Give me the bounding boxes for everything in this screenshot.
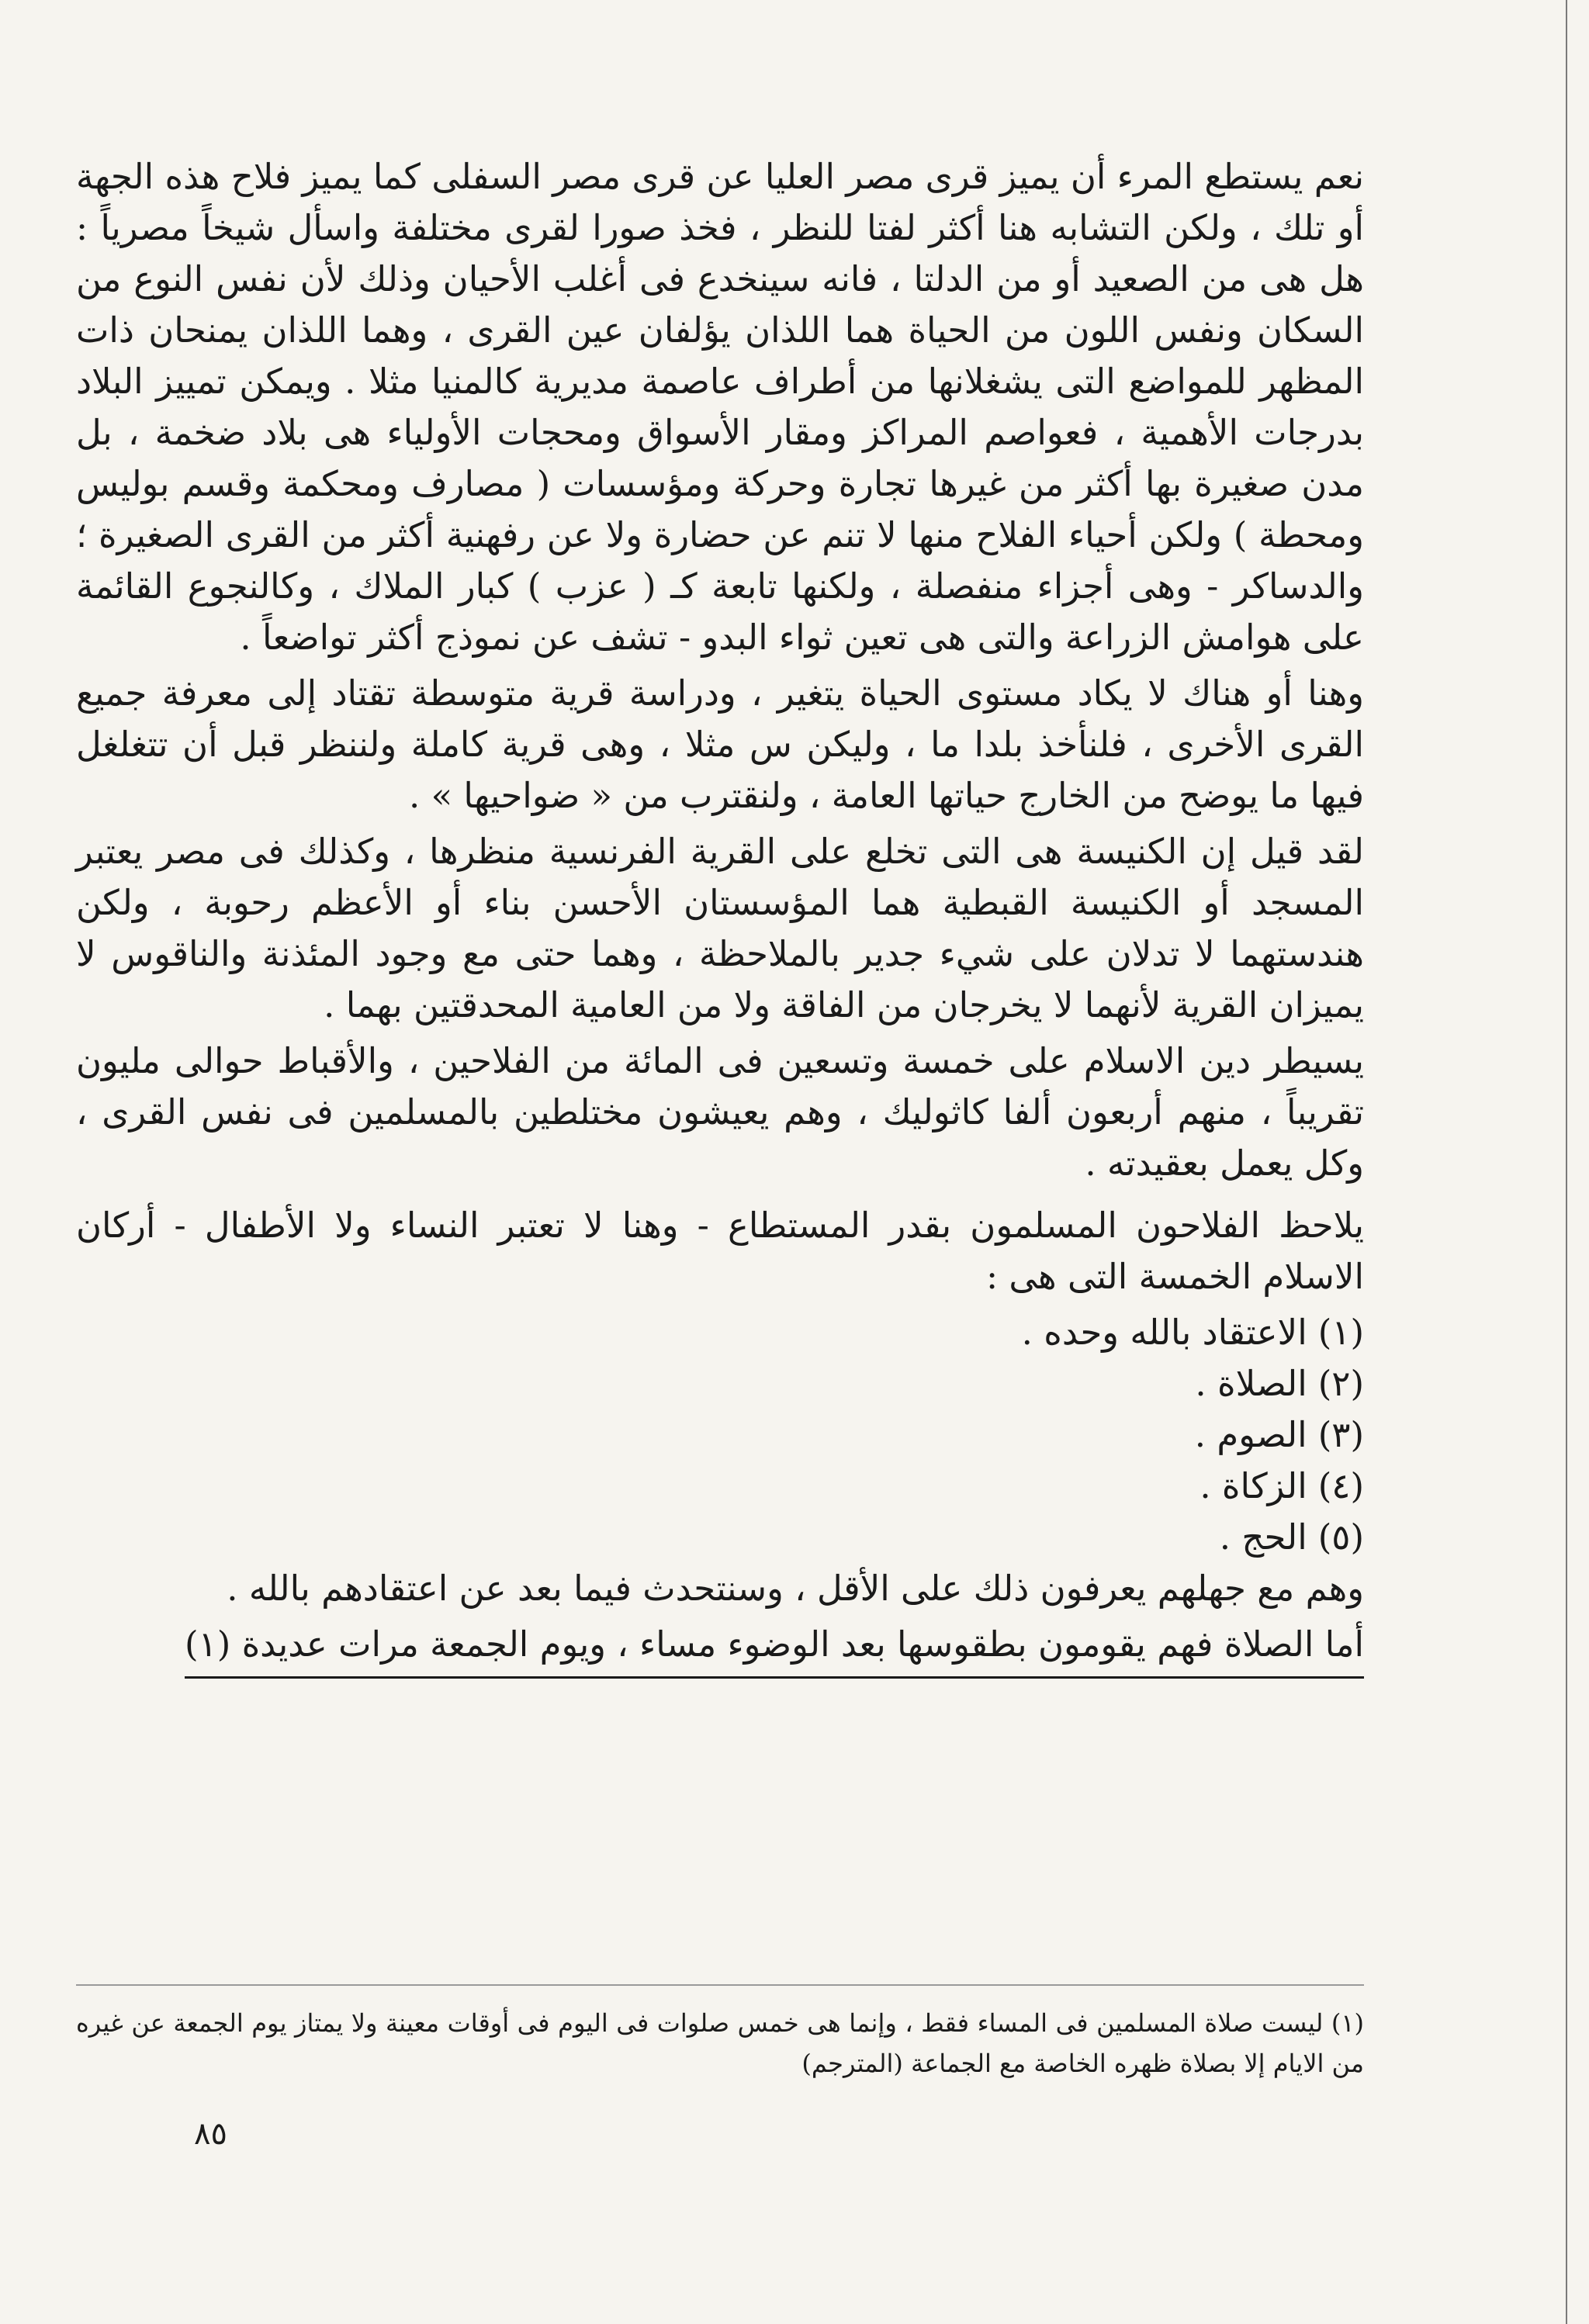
paragraph-villages: نعم يستطع المرء أن يميز قرى مصر العليا عن قرى مصر السفلى كما يميز فلاح هذه الجهة أو تلك ، ولكن التشابه هنا أكثر لفتا للنظر ، فخذ صورا لقرى مختلفة واسأل شيخاً مصرياً : هل هى من الصعيد أو من الدلتا ، فانه سينخدع فى أغلب الأحيان وذلك لأن نفس النوع من السكان ونفس اللون من الحياة هما اللذان يؤلفان عين القرى ، وهما اللذان يمنحان ذات المظهر للمواضع التى يشغلانها من أطراف عاصمة مديرية كالمنيا مثلا . ويمكن تمييز البلاد بدرجات الأهمية ، فعواصم المراكز ومقار الأسواق ومحجات الأولياء هى بلاد ضخمة ، بل مدن صغيرة بها أكثر من غيرها تجارة وحركة ومؤسسات ( مصارف ومحكمة وقسم بوليس ومحطة ) ولكن أحياء الفلاح منها لا تنم عن حضارة ولا عن رفهنية أكثر من القرى الصغيرة ؛ والدساكر - وهى أجزاء منفصلة ، ولكنها تابعة كـ ( عزب ) كبار الملاك ، وكالنجوع القائمة على هوامش الزراعة والتى هى تعين ثواء البدو - تشف عن نموذج أكثر تواضعاً .	[76, 156, 1364, 658]
paragraph-after-list: وهم مع جهلهم يعرفون ذلك على الأقل ، وسنتحدث فيما بعد عن اعتقادهم بالله .	[227, 1568, 1364, 1609]
paragraph-religion: يسيطر دين الاسلام على خمسة وتسعين فى المائة من الفلاحين ، والأقباط حوالى مليون تقريباً ، منهم أربعون ألفا كاثوليك ، وهم يعيشون مختلطين بالمسلمين فى نفس القرى ، وكل يعمل بعقيدته .	[76, 1040, 1364, 1184]
list-text: الصوم .	[1194, 1414, 1307, 1455]
list-number: (١)	[1317, 1312, 1364, 1353]
footnote-divider	[76, 1984, 1364, 1986]
list-item	[76, 1358, 1364, 1409]
footnote: (١) ليست صلاة المسلمين فى المساء فقط ، وإنما هى خمس صلوات فى اليوم فى أوقات معينة ولا يمتاز يوم الجمعة عن غيره من الايام إلا بصلاة ظهره الخاصة مع الجماعة (المترجم)	[76, 2008, 1365, 2078]
list-number: (٢)	[1317, 1363, 1364, 1404]
list-text: الصلاة .	[1195, 1363, 1307, 1404]
body-text	[76, 151, 1364, 1683]
list-text: الزكاة .	[1200, 1465, 1307, 1506]
paragraph-church: لقد قيل إن الكنيسة هى التى تخلع على القرية الفرنسية منظرها ، وكذلك فى مصر يعتبر المسجد أو الكنيسة القبطية هما المؤسستان الأحسن بناء أو الأعظم رحوبة ، ولكن هندستهما لا تدلان على شيء جدير بالملاحظة ، وهما حتى مع وجود المئذنة والناقوس لا يميزان القرية لأنهما لا يخرجان من الفاقة ولا من العامية المحدقتين بهما .	[76, 831, 1364, 1025]
list-item	[76, 1512, 1364, 1563]
page-number: ٨٥	[194, 2116, 227, 2152]
pillars-list	[76, 1307, 1364, 1563]
list-number: (٥)	[1317, 1516, 1364, 1558]
list-item	[76, 1409, 1364, 1461]
paragraph-study: وهنا أو هناك لا يكاد مستوى الحياة يتغير ، ودراسة قرية متوسطة تقتاد إلى معرفة جميع القرى الأخرى ، فلنأخذ بلدا ما ، وليكن س مثلا ، وهى قرية كاملة ولننظر قبل أن تتغلغل فيها ما يوضح من الخارج حياتها العامة ، ولنقترب من « ضواحيها » .	[76, 673, 1364, 816]
list-item	[76, 1307, 1364, 1358]
list-number: (٣)	[1317, 1414, 1364, 1455]
list-text: الاعتقاد بالله وحده .	[1021, 1312, 1307, 1353]
list-item	[76, 1461, 1364, 1512]
page-edge-line	[1566, 0, 1567, 2324]
paragraph-prayer	[76, 1619, 1364, 1679]
paragraph-pillars-intro: يلاحظ الفلاحون المسلمون بقدر المستطاع - وهنا لا تعتبر النساء ولا الأطفال - أركان الاسلام الخمسة التى هى :	[76, 1205, 1364, 1297]
list-text: الحج .	[1219, 1516, 1307, 1558]
prayer-line: أما الصلاة فهم يقومون بطقوسها بعد الوضوء مساء ، ويوم الجمعة مرات عديدة (١)	[185, 1619, 1364, 1679]
list-number: (٤)	[1317, 1465, 1364, 1506]
